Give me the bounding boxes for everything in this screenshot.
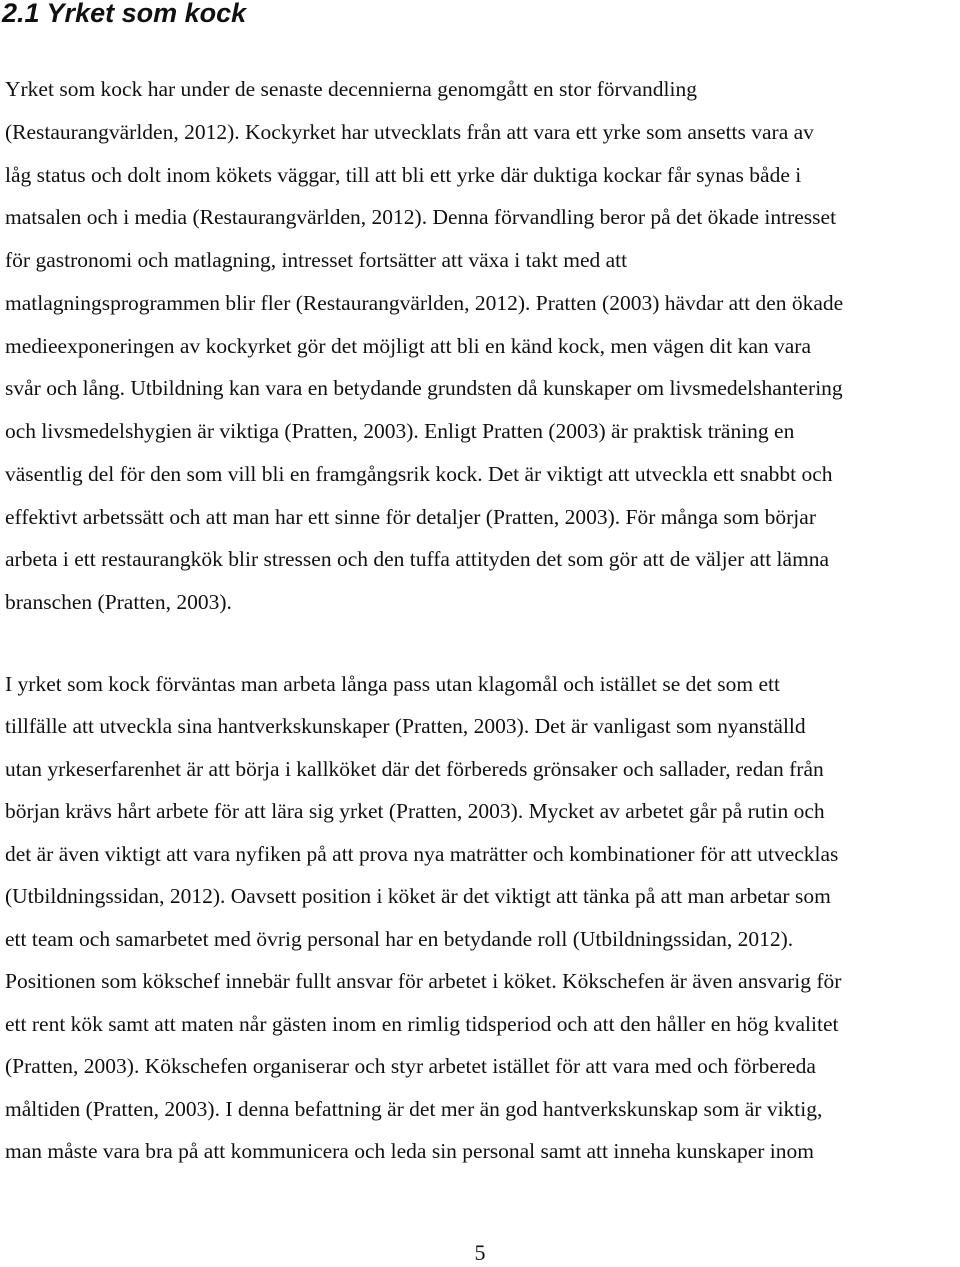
paragraph-line: ett team och samarbetet med övrig personal har en betydande roll (Utbildningssidan, 2012). [5, 927, 794, 951]
paragraph-line: man måste vara bra på att kommunicera och leda sin personal samt att inneha kunskaper inom [5, 1139, 814, 1163]
page-number: 5 [474, 1240, 486, 1265]
paragraph-line: Positionen som kökschef innebär fullt ansvar för arbetet i köket. Kökschefen är även ansvarig för [5, 969, 842, 993]
paragraph-line: det är även viktigt att vara nyfiken på att prova nya maträtter och kombinationer för att utvecklas [5, 842, 839, 866]
section-heading: 2.1 Yrket som kock [2, 0, 247, 28]
paragraph-line: utan yrkeserfarenhet är att börja i kallköket där det förbereds grönsaker och sallader, redan från [5, 757, 824, 781]
paragraph-line: början krävs hårt arbete för att lära sig yrket (Pratten, 2003). Mycket av arbetet går på rutin och [5, 799, 825, 823]
paragraph-line: (Pratten, 2003). Kökschefen organiserar och styr arbetet istället för att vara med och förbereda [5, 1054, 816, 1078]
paragraph-line: branschen (Pratten, 2003). [5, 590, 232, 614]
paragraph-line: måltiden (Pratten, 2003). I denna befattning är det mer än god hantverkskunskap som är viktig, [5, 1097, 823, 1121]
paragraph-line: Yrket som kock har under de senaste decennierna genomgått en stor förvandling [5, 77, 697, 101]
paragraph-line: tillfälle att utveckla sina hantverkskunskaper (Pratten, 2003). Det är vanligast som nyanställd [5, 714, 806, 738]
paragraph-line: ett rent kök samt att maten når gästen inom en rimlig tidsperiod och att den håller en hög kvalitet [5, 1012, 839, 1036]
paragraph-line: arbeta i ett restaurangkök blir stressen och den tuffa attityden det som gör att de väljer att lämna [5, 547, 830, 571]
paragraph-line: för gastronomi och matlagning, intresset fortsätter att växa i takt med att [5, 248, 628, 272]
paragraph-line: låg status och dolt inom kökets väggar, till att bli ett yrke där duktiga kockar får synas både i [5, 163, 802, 187]
paragraph-line: (Utbildningssidan, 2012). Oavsett position i köket är det viktigt att tänka på att man arbetar som [5, 884, 831, 908]
paragraph-line: matlagningsprogrammen blir fler (Restaurangvärlden, 2012). Pratten (2003) hävdar att den ökade [5, 291, 844, 315]
paragraph-line: väsentlig del för den som vill bli en framgångsrik kock. Det är viktigt att utveckla ett snabbt och [5, 462, 833, 486]
paragraph-line: och livsmedelshygien är viktiga (Pratten, 2003). Enligt Pratten (2003) är praktisk träning en [5, 419, 795, 443]
paragraph-line: effektivt arbetssätt och att man har ett sinne för detaljer (Pratten, 2003). För många som börjar [5, 505, 816, 529]
paragraph-line: I yrket som kock förväntas man arbeta långa pass utan klagomål och istället se det som ett [5, 672, 780, 696]
paragraph-line: svår och lång. Utbildning kan vara en betydande grundsten då kunskaper om livsmedelshantering [5, 376, 843, 400]
paragraph-line: matsalen och i media (Restaurangvärlden, 2012). Denna förvandling beror på det ökade intresset [5, 205, 837, 229]
paragraph-line: (Restaurangvärlden, 2012). Kockyrket har utvecklats från att vara ett yrke som ansetts vara av [5, 120, 814, 144]
paragraph-line: medieexponeringen av kockyrket gör det möjligt att bli en känd kock, men vägen dit kan vara [5, 334, 811, 358]
